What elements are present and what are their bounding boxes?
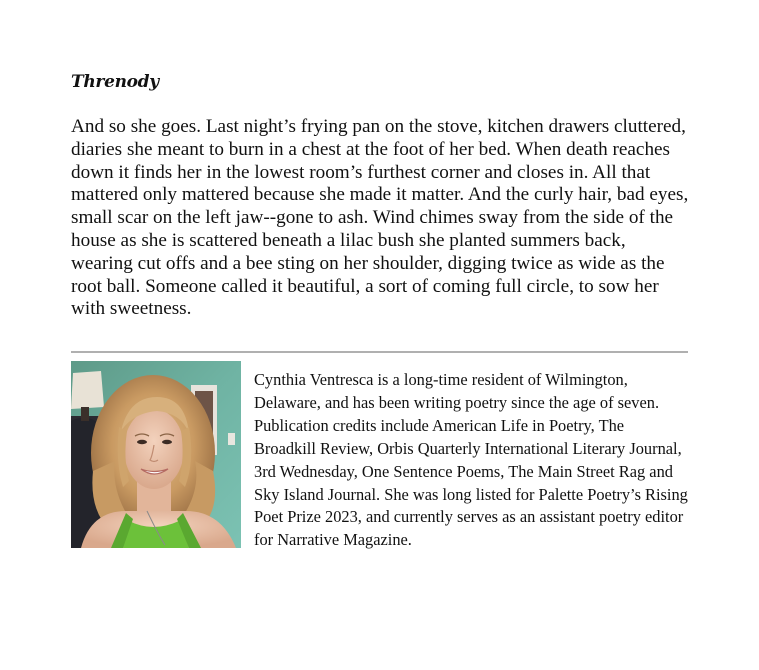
author-bio-section (71, 361, 689, 552)
poem-body: And so she goes. Last night’s frying pan on the stove, kitchen drawers cluttered, diaries she meant to burn in a chest at the foot of her bed. When death reaches down it finds her in the lowest room’s furthest corner and closes in. All that mattered only mattered because she made it matter. And the curly hair, bad eyes, small scar on the left jaw--gone to ash. Wind chimes sway from the side of the house as she is scattered beneath a lilac bush she planted summers back, wearing cut offs and a bee sting on her shoulder, digging twice as wide as the root ball. Someone called it beautiful, a sort of coming full circle, to sow her with sweetness. (71, 116, 689, 320)
author-photo (71, 361, 241, 548)
author-bio-text: Cynthia Ventresca is a long-time resident of Wilmington, Delaware, and has been writing poetry since the age of seven. Publication credits include American Life in Poetry, The Broadkill Review, Orbis Quarterly International Literary Journal, 3rd Wednesday, One Sentence Poems, The Main Street Rag and Sky Island Journal. She was long listed for Palette Poetry’s Rising Poet Prize 2023, and currently serves as an assistant poetry editor for Narrative Magazine. (254, 370, 688, 550)
poem-section (71, 70, 689, 321)
section-divider (71, 351, 688, 353)
poem-title: Threnody (71, 72, 159, 92)
